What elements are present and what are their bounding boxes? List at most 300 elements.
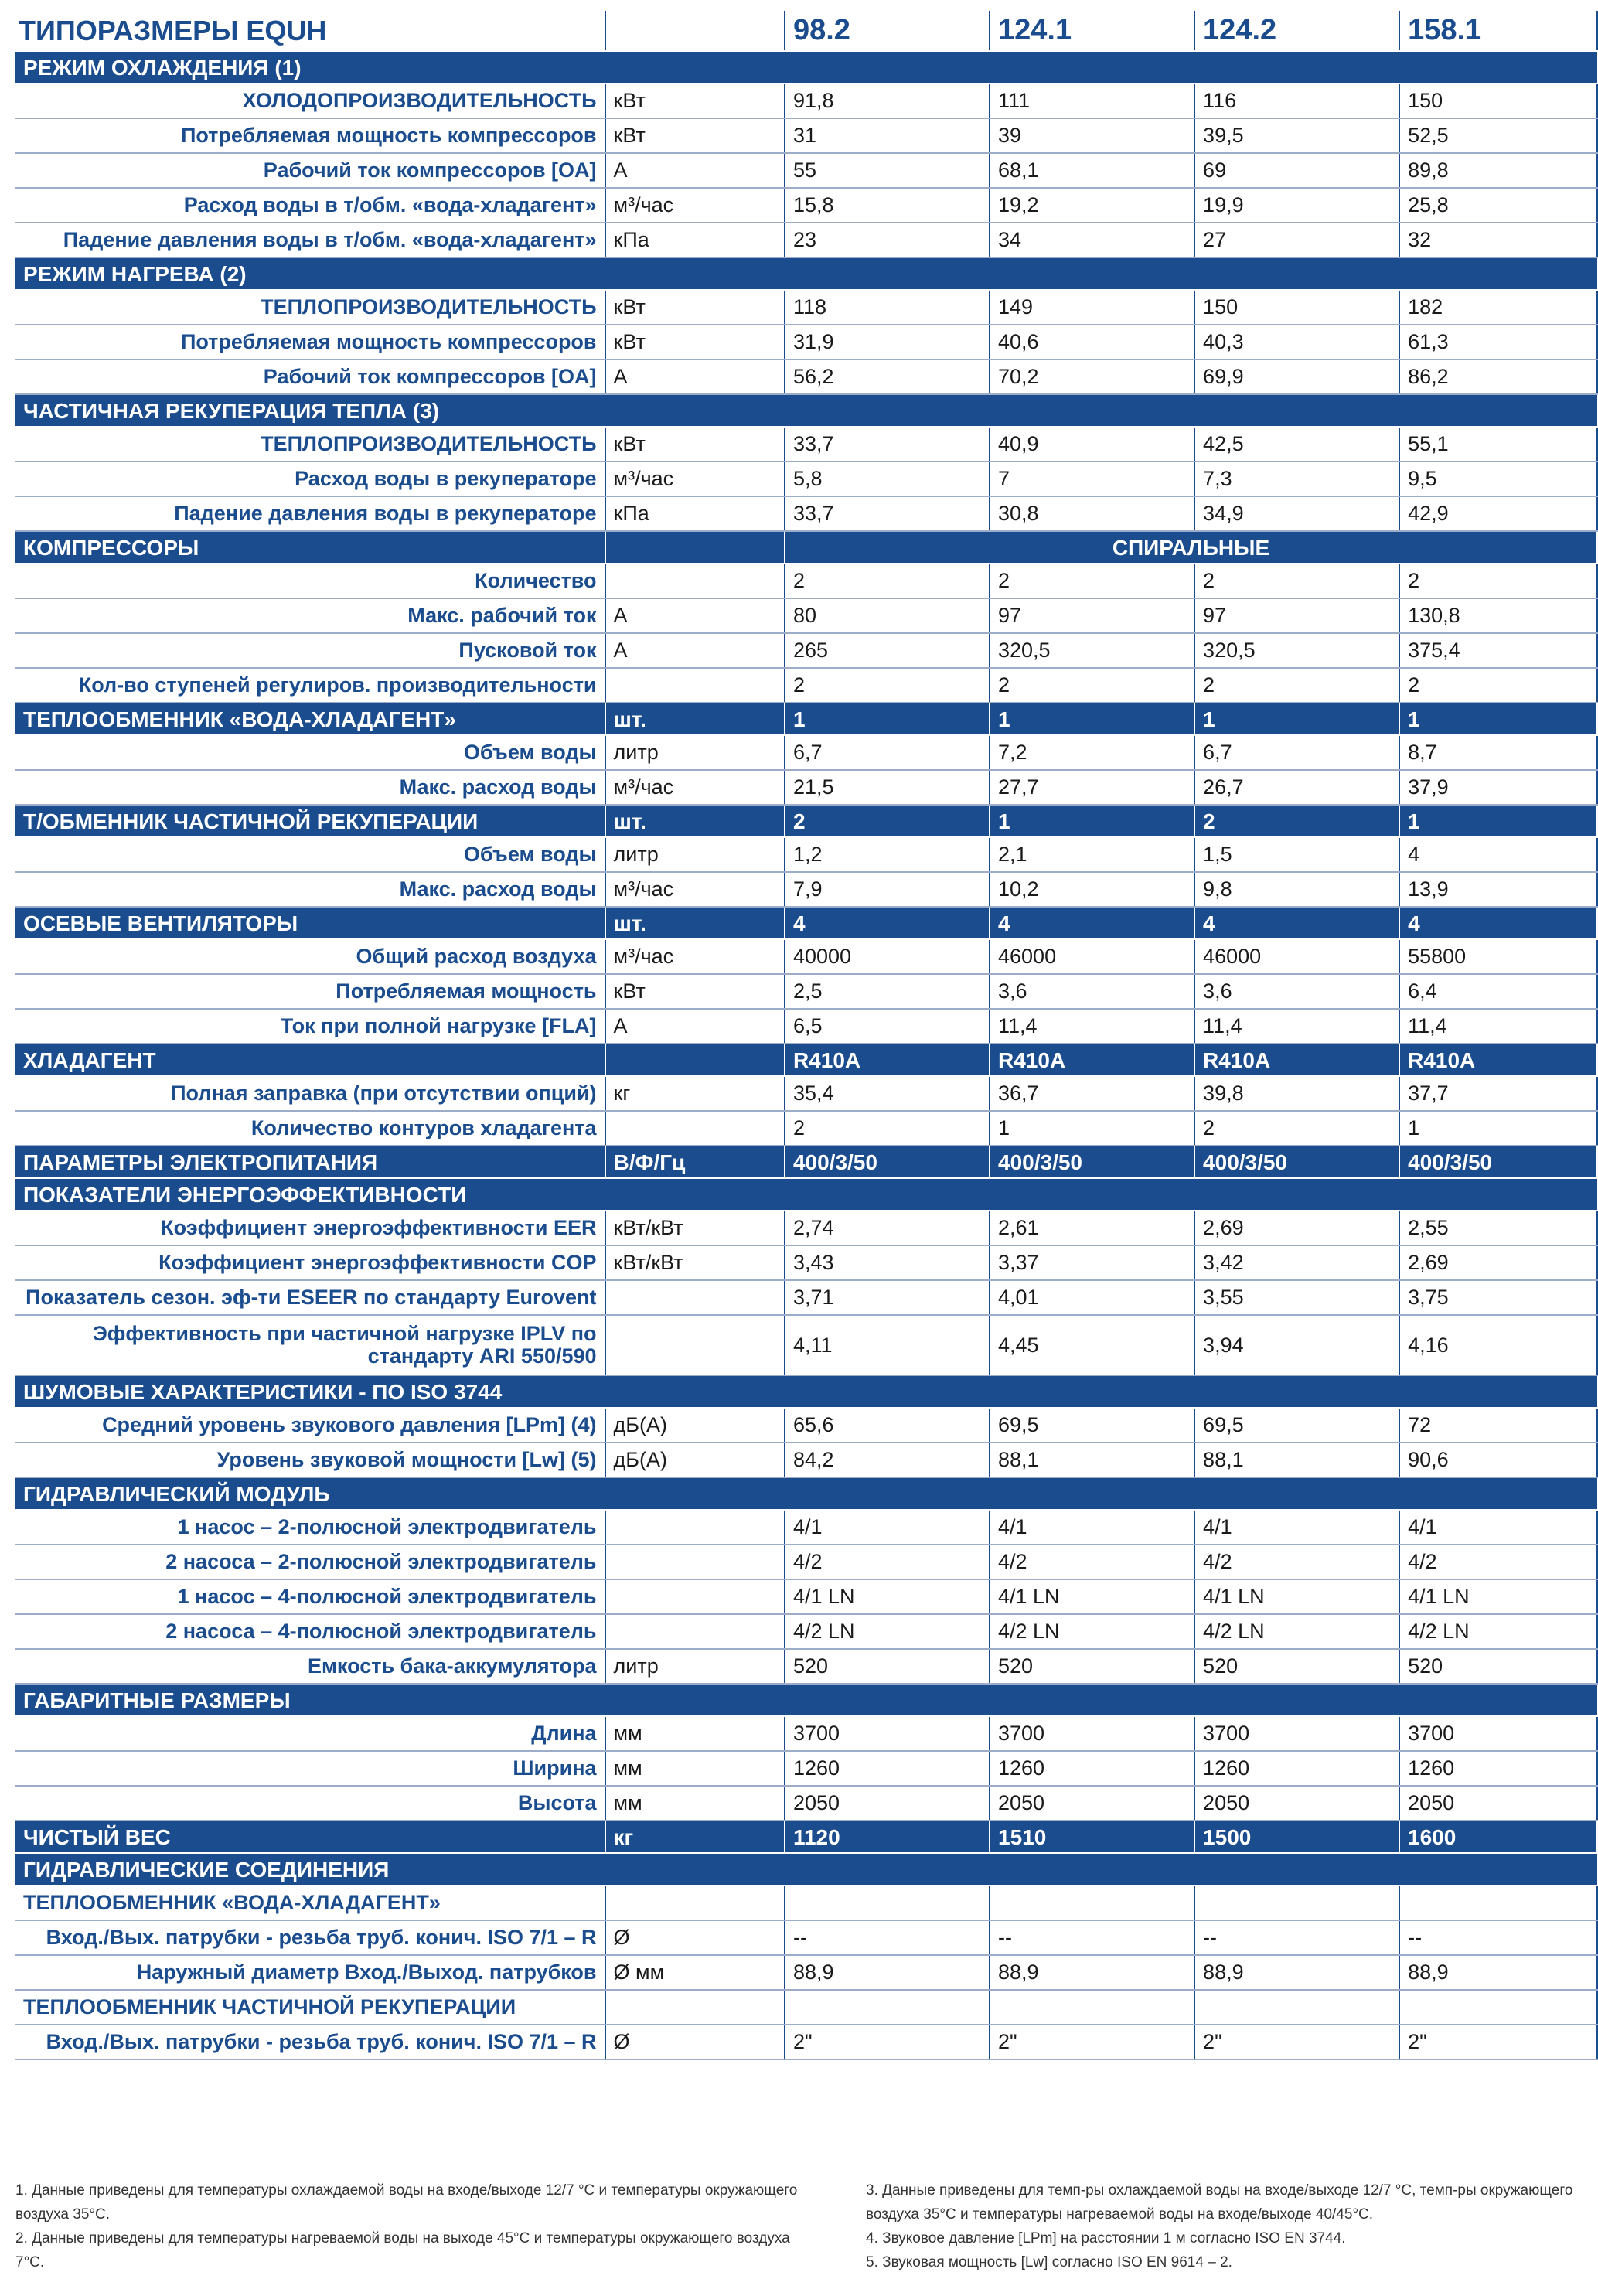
row-value: 4/2 LN	[785, 1614, 990, 1649]
row-label: Объем воды	[15, 735, 605, 770]
row-value: 42,9	[1399, 496, 1597, 531]
section-header-row	[15, 1477, 1597, 1510]
section-value: 1	[785, 703, 990, 735]
row-value: 3,6	[990, 974, 1194, 1009]
section-header-row	[15, 1146, 1597, 1178]
table-row	[15, 1009, 1597, 1044]
row-unit: мм	[605, 1786, 785, 1821]
table-row	[15, 2025, 1597, 2059]
row-value: 3,75	[1399, 1280, 1597, 1315]
row-value: 56,2	[785, 359, 990, 394]
row-value: 7,9	[785, 872, 990, 907]
row-unit: кВт	[605, 83, 785, 118]
row-unit: литр	[605, 1649, 785, 1684]
section-value: 1	[1399, 805, 1597, 837]
section-title: ХЛАДАГЕНТ	[15, 1044, 605, 1076]
row-value: 65,6	[785, 1408, 990, 1443]
row-unit	[605, 1510, 785, 1545]
row-value: 55,1	[1399, 427, 1597, 462]
row-unit: м³/час	[605, 770, 785, 805]
row-value: 3700	[785, 1716, 990, 1751]
row-unit	[605, 1111, 785, 1146]
row-value	[990, 1886, 1194, 1920]
row-value: 375,4	[1399, 633, 1597, 668]
row-value: 2	[1194, 1111, 1399, 1146]
row-unit	[605, 668, 785, 703]
section-header-row	[15, 51, 1597, 83]
row-label: Макс. расход воды	[15, 770, 605, 805]
footnotes-right	[866, 2178, 1593, 2274]
section-header-row	[15, 257, 1597, 290]
spec-sheet	[15, 11, 1598, 2060]
row-value: 2"	[990, 2025, 1194, 2059]
row-unit: кПа	[605, 496, 785, 531]
row-value: 1,2	[785, 837, 990, 872]
row-value: 88,9	[1399, 1955, 1597, 1990]
row-value: 90,6	[1399, 1443, 1597, 1477]
row-value: 2,69	[1399, 1245, 1597, 1280]
row-unit	[605, 1545, 785, 1579]
row-value: 46000	[1194, 939, 1399, 974]
row-value: 4,11	[785, 1315, 990, 1375]
table-row	[15, 325, 1597, 359]
row-value: 2,61	[990, 1211, 1194, 1245]
row-value: 97	[1194, 598, 1399, 633]
row-label: Рабочий ток компрессоров [OA]	[15, 153, 605, 188]
row-unit: мм	[605, 1751, 785, 1786]
row-label: Потребляемая мощность компрессоров	[15, 118, 605, 153]
table-row	[15, 1649, 1597, 1684]
row-value: 2	[990, 564, 1194, 598]
row-unit: м³/час	[605, 872, 785, 907]
row-value: 3,6	[1194, 974, 1399, 1009]
section-unit	[605, 531, 785, 564]
row-value: 2"	[1399, 2025, 1597, 2059]
row-label: Количество контуров хладагента	[15, 1111, 605, 1146]
row-value: 3,55	[1194, 1280, 1399, 1315]
row-unit: м³/час	[605, 188, 785, 223]
table-row	[15, 223, 1597, 257]
table-row	[15, 1315, 1597, 1375]
row-label: Пусковой ток	[15, 633, 605, 668]
table-row	[15, 598, 1597, 633]
table-row	[15, 1614, 1597, 1649]
section-value: 1	[1399, 703, 1597, 735]
row-unit: Ø	[605, 2025, 785, 2059]
row-label: ХОЛОДОПРОИЗВОДИТЕЛЬНОСТЬ	[15, 83, 605, 118]
row-value: 265	[785, 633, 990, 668]
row-unit	[605, 1886, 785, 1920]
row-value: 2,1	[990, 837, 1194, 872]
row-unit	[605, 1990, 785, 2025]
row-value: 4,45	[990, 1315, 1194, 1375]
subsection-row	[15, 1886, 1597, 1920]
row-label: ТЕПЛООБМЕННИК «ВОДА-ХЛАДАГЕНТ»	[15, 1886, 605, 1920]
table-row	[15, 462, 1597, 496]
table-row	[15, 1920, 1597, 1955]
row-unit: А	[605, 633, 785, 668]
section-value: 4	[1399, 907, 1597, 939]
row-value: 11,4	[1194, 1009, 1399, 1044]
row-value: --	[990, 1920, 1194, 1955]
row-value: 30,8	[990, 496, 1194, 531]
section-value: 1510	[990, 1821, 1194, 1853]
row-value: 9,5	[1399, 462, 1597, 496]
section-value: 400/3/50	[1194, 1146, 1399, 1178]
row-label: Макс. расход воды	[15, 872, 605, 907]
section-fill	[605, 1178, 1597, 1211]
table-row	[15, 1545, 1597, 1579]
row-value: 320,5	[1194, 633, 1399, 668]
row-value: 2"	[1194, 2025, 1399, 2059]
section-title: ГАБАРИТНЫЕ РАЗМЕРЫ	[15, 1684, 605, 1716]
row-value: 4/1 LN	[1399, 1579, 1597, 1614]
row-unit: А	[605, 1009, 785, 1044]
section-value: R410A	[990, 1044, 1194, 1076]
row-value: 31	[785, 118, 990, 153]
section-span-value: СПИРАЛЬНЫЕ	[785, 531, 1597, 564]
row-value: 7,2	[990, 735, 1194, 770]
row-value: 26,7	[1194, 770, 1399, 805]
section-header-row	[15, 1178, 1597, 1211]
section-title: КОМПРЕССОРЫ	[15, 531, 605, 564]
row-value: --	[785, 1920, 990, 1955]
row-unit: мм	[605, 1716, 785, 1751]
section-header-row	[15, 531, 1597, 564]
row-value: 40,3	[1194, 325, 1399, 359]
table-row	[15, 188, 1597, 223]
row-value: 89,8	[1399, 153, 1597, 188]
section-title: ПОКАЗАТЕЛИ ЭНЕРГОЭФФЕКТИВНОСТИ	[15, 1178, 605, 1211]
table-row	[15, 1955, 1597, 1990]
table-row	[15, 770, 1597, 805]
row-value: 36,7	[990, 1076, 1194, 1111]
footnotes-left	[15, 2178, 819, 2274]
table-row	[15, 1510, 1597, 1545]
section-header-row	[15, 805, 1597, 837]
section-title: ОСЕВЫЕ ВЕНТИЛЯТОРЫ	[15, 907, 605, 939]
row-value: 55800	[1399, 939, 1597, 974]
row-value: 27	[1194, 223, 1399, 257]
section-fill	[605, 51, 1597, 83]
row-value: 150	[1399, 83, 1597, 118]
row-value: 39,5	[1194, 118, 1399, 153]
row-unit: кг	[605, 1076, 785, 1111]
row-value: 150	[1194, 290, 1399, 325]
row-value: 88,1	[1194, 1443, 1399, 1477]
row-label: Наружный диаметр Вход./Выход. патрубков	[15, 1955, 605, 1990]
row-value: 4/1	[990, 1510, 1194, 1545]
table-row	[15, 1111, 1597, 1146]
row-label: ТЕПЛООБМЕННИК ЧАСТИЧНОЙ РЕКУПЕРАЦИИ	[15, 1990, 605, 2025]
row-unit: кВт	[605, 290, 785, 325]
row-value: 35,4	[785, 1076, 990, 1111]
row-value: 21,5	[785, 770, 990, 805]
section-title: ШУМОВЫЕ ХАРАКТЕРИСТИКИ - ПО ISO 3744	[15, 1375, 605, 1408]
section-header-row	[15, 703, 1597, 735]
table-row	[15, 633, 1597, 668]
section-value: 400/3/50	[990, 1146, 1194, 1178]
row-value	[785, 1886, 990, 1920]
row-unit: Ø	[605, 1920, 785, 1955]
row-value: 5,8	[785, 462, 990, 496]
table-row	[15, 1211, 1597, 1245]
row-value: 37,9	[1399, 770, 1597, 805]
row-value: 9,8	[1194, 872, 1399, 907]
row-value: 182	[1399, 290, 1597, 325]
table-row	[15, 735, 1597, 770]
row-unit: м³/час	[605, 462, 785, 496]
section-header-row	[15, 1375, 1597, 1408]
row-label: 1 насос – 2-полюсной электродвигатель	[15, 1510, 605, 1545]
row-label: Расход воды в рекуператоре	[15, 462, 605, 496]
row-unit: кВт	[605, 427, 785, 462]
table-row	[15, 118, 1597, 153]
row-value: 27,7	[990, 770, 1194, 805]
section-unit: В/Ф/Гц	[605, 1146, 785, 1178]
row-value: 3,71	[785, 1280, 990, 1315]
row-value: 72	[1399, 1408, 1597, 1443]
row-unit: кПа	[605, 223, 785, 257]
row-value: 118	[785, 290, 990, 325]
row-value: 13,9	[1399, 872, 1597, 907]
table-row	[15, 427, 1597, 462]
section-value: 1	[1194, 703, 1399, 735]
row-unit: дБ(А)	[605, 1408, 785, 1443]
row-unit: кВт/кВт	[605, 1245, 785, 1280]
row-label: Вход./Вых. патрубки - резьба труб. конич. ISO 7/1 – R	[15, 2025, 605, 2059]
row-label: Коэффициент энергоэффективности COP	[15, 1245, 605, 1280]
section-title: ГИДРАВЛИЧЕСКИЕ СОЕДИНЕНИЯ	[15, 1853, 605, 1886]
row-value: 6,7	[1194, 735, 1399, 770]
table-row	[15, 1579, 1597, 1614]
table-row	[15, 939, 1597, 974]
row-value: 2	[1399, 564, 1597, 598]
row-value: 97	[990, 598, 1194, 633]
row-value: 91,8	[785, 83, 990, 118]
row-value: 2	[990, 668, 1194, 703]
row-value: 8,7	[1399, 735, 1597, 770]
row-value: 80	[785, 598, 990, 633]
row-label: Полная заправка (при отсутствии опций)	[15, 1076, 605, 1111]
table-title: ТИПОРАЗМЕРЫ EQUH	[15, 11, 605, 51]
row-value: 2,5	[785, 974, 990, 1009]
table-row	[15, 1076, 1597, 1111]
row-label: Высота	[15, 1786, 605, 1821]
table-row	[15, 1408, 1597, 1443]
section-unit: кг	[605, 1821, 785, 1853]
row-label: Ток при полной нагрузке [FLA]	[15, 1009, 605, 1044]
row-value: 2	[785, 564, 990, 598]
table-row	[15, 496, 1597, 531]
row-value: 4,16	[1399, 1315, 1597, 1375]
section-header-row	[15, 1853, 1597, 1886]
table-header-row	[15, 11, 1597, 51]
row-value: 11,4	[990, 1009, 1194, 1044]
row-value: 2,74	[785, 1211, 990, 1245]
row-value: 42,5	[1194, 427, 1399, 462]
row-value	[990, 1990, 1194, 2025]
row-value: 37,7	[1399, 1076, 1597, 1111]
row-value: 7,3	[1194, 462, 1399, 496]
section-value: 2	[1194, 805, 1399, 837]
table-row	[15, 1786, 1597, 1821]
row-unit	[605, 1614, 785, 1649]
row-value: 34,9	[1194, 496, 1399, 531]
row-value: 4/1 LN	[785, 1579, 990, 1614]
section-title: ЧИСТЫЙ ВЕС	[15, 1821, 605, 1853]
section-value: 1600	[1399, 1821, 1597, 1853]
row-label: Кол-во ступеней регулиров. производительности	[15, 668, 605, 703]
section-value: 400/3/50	[1399, 1146, 1597, 1178]
row-value: 55	[785, 153, 990, 188]
row-value	[785, 1990, 990, 2025]
row-unit	[605, 1315, 785, 1375]
row-value: 69	[1194, 153, 1399, 188]
row-value: 84,2	[785, 1443, 990, 1477]
row-label: Общий расход воздуха	[15, 939, 605, 974]
section-title: Т/ОБМЕННИК ЧАСТИЧНОЙ РЕКУПЕРАЦИИ	[15, 805, 605, 837]
row-value: 46000	[990, 939, 1194, 974]
row-label: Потребляемая мощность компрессоров	[15, 325, 605, 359]
footnote: 3. Данные приведены для темп-ры охлаждаемой воды на входе/выходе 12/7 °С, темп-ры окружающего воздуха 35°С и температуры нагреваемой воды на входе/выходе 40/45°С.	[866, 2182, 1573, 2223]
row-value: 2"	[785, 2025, 990, 2059]
spec-table	[15, 11, 1598, 2060]
row-value: 1,5	[1194, 837, 1399, 872]
table-row	[15, 153, 1597, 188]
table-row	[15, 974, 1597, 1009]
table-row	[15, 1245, 1597, 1280]
table-row	[15, 359, 1597, 394]
section-value: 1	[990, 805, 1194, 837]
row-value: 1	[1399, 1111, 1597, 1146]
row-value: 1	[990, 1111, 1194, 1146]
section-unit: шт.	[605, 805, 785, 837]
row-value: 33,7	[785, 496, 990, 531]
row-unit	[605, 564, 785, 598]
row-label: Показатель сезон. эф-ти ESEER по стандарту Eurovent	[15, 1280, 605, 1315]
row-unit	[605, 1579, 785, 1614]
row-value: 68,1	[990, 153, 1194, 188]
section-value: 4	[990, 907, 1194, 939]
row-value: 4/2	[785, 1545, 990, 1579]
row-value: 70,2	[990, 359, 1194, 394]
row-value: 4/2	[990, 1545, 1194, 1579]
row-value	[1194, 1990, 1399, 2025]
row-label: 1 насос – 4-полюсной электродвигатель	[15, 1579, 605, 1614]
table-row	[15, 1716, 1597, 1751]
row-value	[1399, 1886, 1597, 1920]
row-value: 6,4	[1399, 974, 1597, 1009]
section-fill	[605, 1684, 1597, 1716]
row-value: 520	[1194, 1649, 1399, 1684]
row-value: 88,9	[990, 1955, 1194, 1990]
section-fill	[605, 1853, 1597, 1886]
row-value: 6,5	[785, 1009, 990, 1044]
section-fill	[605, 257, 1597, 290]
row-unit: м³/час	[605, 939, 785, 974]
section-header-row	[15, 1044, 1597, 1076]
section-fill	[605, 1375, 1597, 1408]
row-value: --	[1194, 1920, 1399, 1955]
row-value: 2,69	[1194, 1211, 1399, 1245]
row-value: 2	[785, 668, 990, 703]
row-value: 149	[990, 290, 1194, 325]
row-label: Расход воды в т/обм. «вода-хладагент»	[15, 188, 605, 223]
row-label: Потребляемая мощность	[15, 974, 605, 1009]
row-value: 2050	[990, 1786, 1194, 1821]
model-header: 98.2	[785, 11, 990, 51]
footnote: 4. Звуковое давление [LPm] на расстоянии 1 м согласно ISO EN 3744.	[866, 2230, 1346, 2247]
section-value: 1	[990, 703, 1194, 735]
row-value: 2	[1399, 668, 1597, 703]
row-value: 4	[1399, 837, 1597, 872]
row-unit: кВт	[605, 974, 785, 1009]
row-value: 39,8	[1194, 1076, 1399, 1111]
row-value: 15,8	[785, 188, 990, 223]
table-row	[15, 83, 1597, 118]
section-unit	[605, 1044, 785, 1076]
row-value: 4/2 LN	[1399, 1614, 1597, 1649]
row-value: 520	[990, 1649, 1194, 1684]
row-value	[1194, 1886, 1399, 1920]
row-unit: кВт/кВт	[605, 1211, 785, 1245]
row-value: 40000	[785, 939, 990, 974]
row-value: 130,8	[1399, 598, 1597, 633]
table-row	[15, 872, 1597, 907]
row-value: 69,9	[1194, 359, 1399, 394]
section-unit: шт.	[605, 703, 785, 735]
section-value: 1120	[785, 1821, 990, 1853]
row-label: Длина	[15, 1716, 605, 1751]
table-row	[15, 837, 1597, 872]
row-value: 4/1 LN	[990, 1579, 1194, 1614]
row-value: 61,3	[1399, 325, 1597, 359]
row-label: Уровень звуковой мощности [Lw] (5)	[15, 1443, 605, 1477]
section-fill	[605, 1477, 1597, 1510]
row-value: 2050	[785, 1786, 990, 1821]
row-value: 32	[1399, 223, 1597, 257]
table-row	[15, 290, 1597, 325]
row-value: 4,01	[990, 1280, 1194, 1315]
row-label: Макс. рабочий ток	[15, 598, 605, 633]
section-title: РЕЖИМ НАГРЕВА (2)	[15, 257, 605, 290]
section-value: 4	[785, 907, 990, 939]
row-value: 7	[990, 462, 1194, 496]
row-value: 320,5	[990, 633, 1194, 668]
row-value: 19,2	[990, 188, 1194, 223]
section-value: R410A	[1399, 1044, 1597, 1076]
row-value: 3,37	[990, 1245, 1194, 1280]
row-unit: литр	[605, 735, 785, 770]
row-value: 520	[1399, 1649, 1597, 1684]
row-label: 2 насоса – 2-полюсной электродвигатель	[15, 1545, 605, 1579]
section-title: ПАРАМЕТРЫ ЭЛЕКТРОПИТАНИЯ	[15, 1146, 605, 1178]
row-value: 34	[990, 223, 1194, 257]
row-value: 3,42	[1194, 1245, 1399, 1280]
row-value: 4/2	[1194, 1545, 1399, 1579]
table-row	[15, 1280, 1597, 1315]
row-value: 52,5	[1399, 118, 1597, 153]
unit-header-cell	[605, 11, 785, 51]
row-value: 88,1	[990, 1443, 1194, 1477]
row-label: Средний уровень звукового давления [LPm] (4)	[15, 1408, 605, 1443]
row-value: 4/2	[1399, 1545, 1597, 1579]
row-label: Коэффициент энергоэффективности EER	[15, 1211, 605, 1245]
row-unit: дБ(А)	[605, 1443, 785, 1477]
row-value: 25,8	[1399, 188, 1597, 223]
row-value: 1260	[1399, 1751, 1597, 1786]
